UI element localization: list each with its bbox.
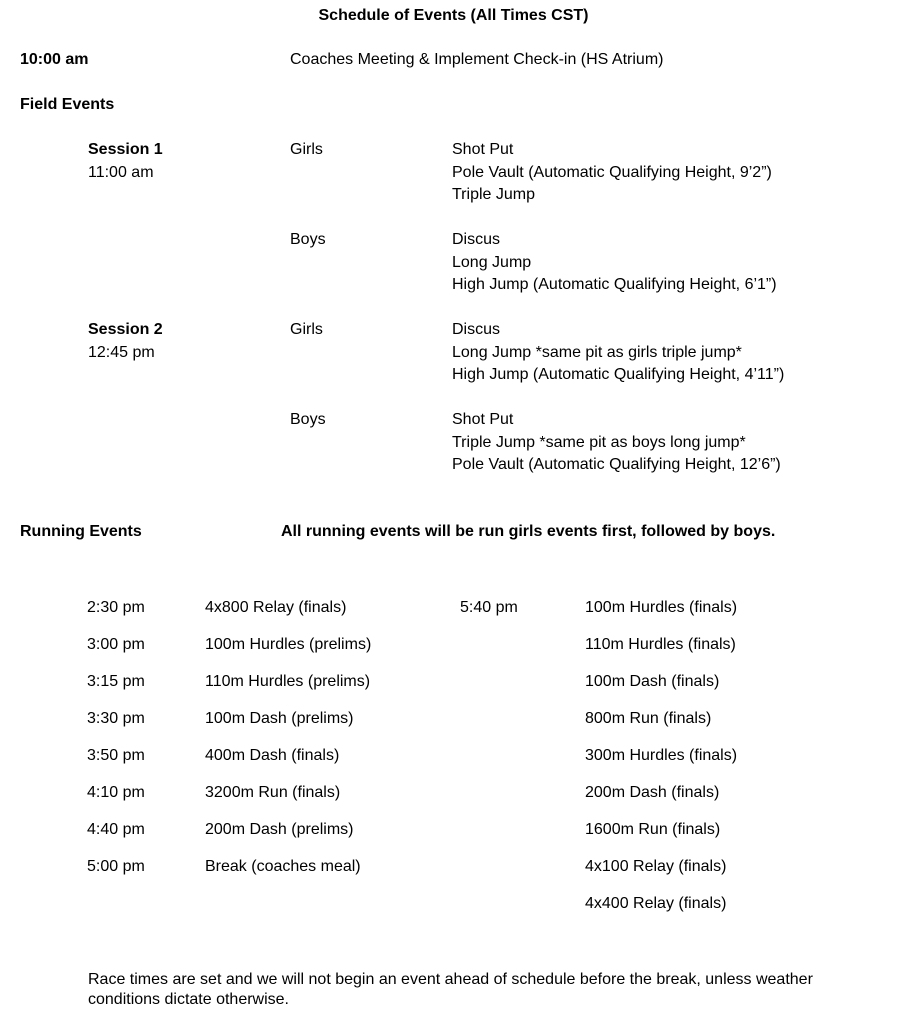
footer-note: [88, 970, 813, 1010]
running-event: 100m Hurdles (finals): [585, 599, 738, 616]
event-item: Shot Put: [452, 411, 514, 428]
footer-line: Race times are set and we will not begin an event ahead of schedule before the break, unless weather: [88, 971, 813, 988]
gender-label: Boys: [290, 411, 326, 428]
running-events-left: [205, 598, 371, 894]
session-time: 12:45 pm: [88, 343, 155, 361]
event-item: Discus: [452, 231, 501, 248]
running-event: 100m Hurdles (prelims): [205, 636, 372, 653]
running-event: 4x400 Relay (finals): [585, 895, 727, 912]
running-time: 5:00 pm: [87, 858, 145, 875]
event-item: Discus: [452, 321, 501, 338]
event-item: Pole Vault (Automatic Qualifying Height, 12’6”): [452, 456, 781, 473]
running-time: 3:15 pm: [87, 673, 145, 690]
meeting-text: Coaches Meeting & Implement Check-in (HS Atrium): [290, 51, 664, 68]
event-list: [452, 229, 777, 297]
meeting-time: 10:00 am: [20, 51, 89, 68]
running-event: 110m Hurdles (prelims): [205, 673, 371, 690]
event-item: Long Jump *same pit as girls triple jump*: [452, 343, 742, 361]
running-event: 110m Hurdles (finals): [585, 636, 736, 653]
gender-label: Girls: [290, 321, 323, 338]
running-event: 400m Dash (finals): [205, 747, 340, 764]
event-item: Triple Jump: [452, 186, 535, 203]
running-time: 4:10 pm: [87, 784, 145, 801]
event-item: Shot Put: [452, 141, 514, 158]
running-time: 2:30 pm: [87, 599, 145, 616]
gender-label: Boys: [290, 231, 326, 248]
field-events-heading: Field Events: [20, 96, 115, 113]
event-list: [452, 319, 784, 387]
running-event: 200m Dash (prelims): [205, 821, 354, 838]
running-time: 5:40 pm: [460, 599, 518, 616]
running-event: 200m Dash (finals): [585, 784, 720, 801]
running-event: 4x100 Relay (finals): [585, 858, 727, 875]
gender-label: Girls: [290, 141, 323, 158]
session-time: 11:00 am: [88, 163, 154, 181]
running-time: 3:00 pm: [87, 636, 145, 653]
page-title: Schedule of Events (All Times CST): [318, 7, 589, 24]
event-list: [452, 409, 781, 477]
running-event: 800m Run (finals): [585, 710, 712, 727]
running-event: Break (coaches meal): [205, 858, 361, 875]
session-name: Session 1: [88, 141, 163, 158]
running-event: 100m Dash (prelims): [205, 710, 354, 727]
running-event: 3200m Run (finals): [205, 784, 341, 801]
event-list: [452, 139, 772, 207]
running-time: 4:40 pm: [87, 821, 145, 838]
running-events-right: [585, 598, 737, 931]
running-times-left: [87, 598, 145, 894]
running-note: All running events will be run girls events first, followed by boys.: [281, 523, 776, 540]
running-time: 3:30 pm: [87, 710, 145, 727]
event-item: Pole Vault (Automatic Qualifying Height, 9’2”): [452, 163, 772, 181]
running-event: 100m Dash (finals): [585, 673, 720, 690]
running-events-heading: Running Events: [20, 523, 142, 540]
event-item: High Jump (Automatic Qualifying Height, 4’11”): [452, 366, 785, 383]
running-event: 1600m Run (finals): [585, 821, 721, 838]
event-item: Triple Jump *same pit as boys long jump*: [452, 433, 746, 451]
event-item: Long Jump: [452, 253, 532, 271]
footer-line: conditions dictate otherwise.: [88, 991, 289, 1008]
running-time: 3:50 pm: [87, 747, 145, 764]
session-name: Session 2: [88, 321, 163, 338]
event-item: High Jump (Automatic Qualifying Height, 6’1”): [452, 276, 777, 293]
running-event: 4x800 Relay (finals): [205, 599, 347, 616]
running-event: 300m Hurdles (finals): [585, 747, 738, 764]
